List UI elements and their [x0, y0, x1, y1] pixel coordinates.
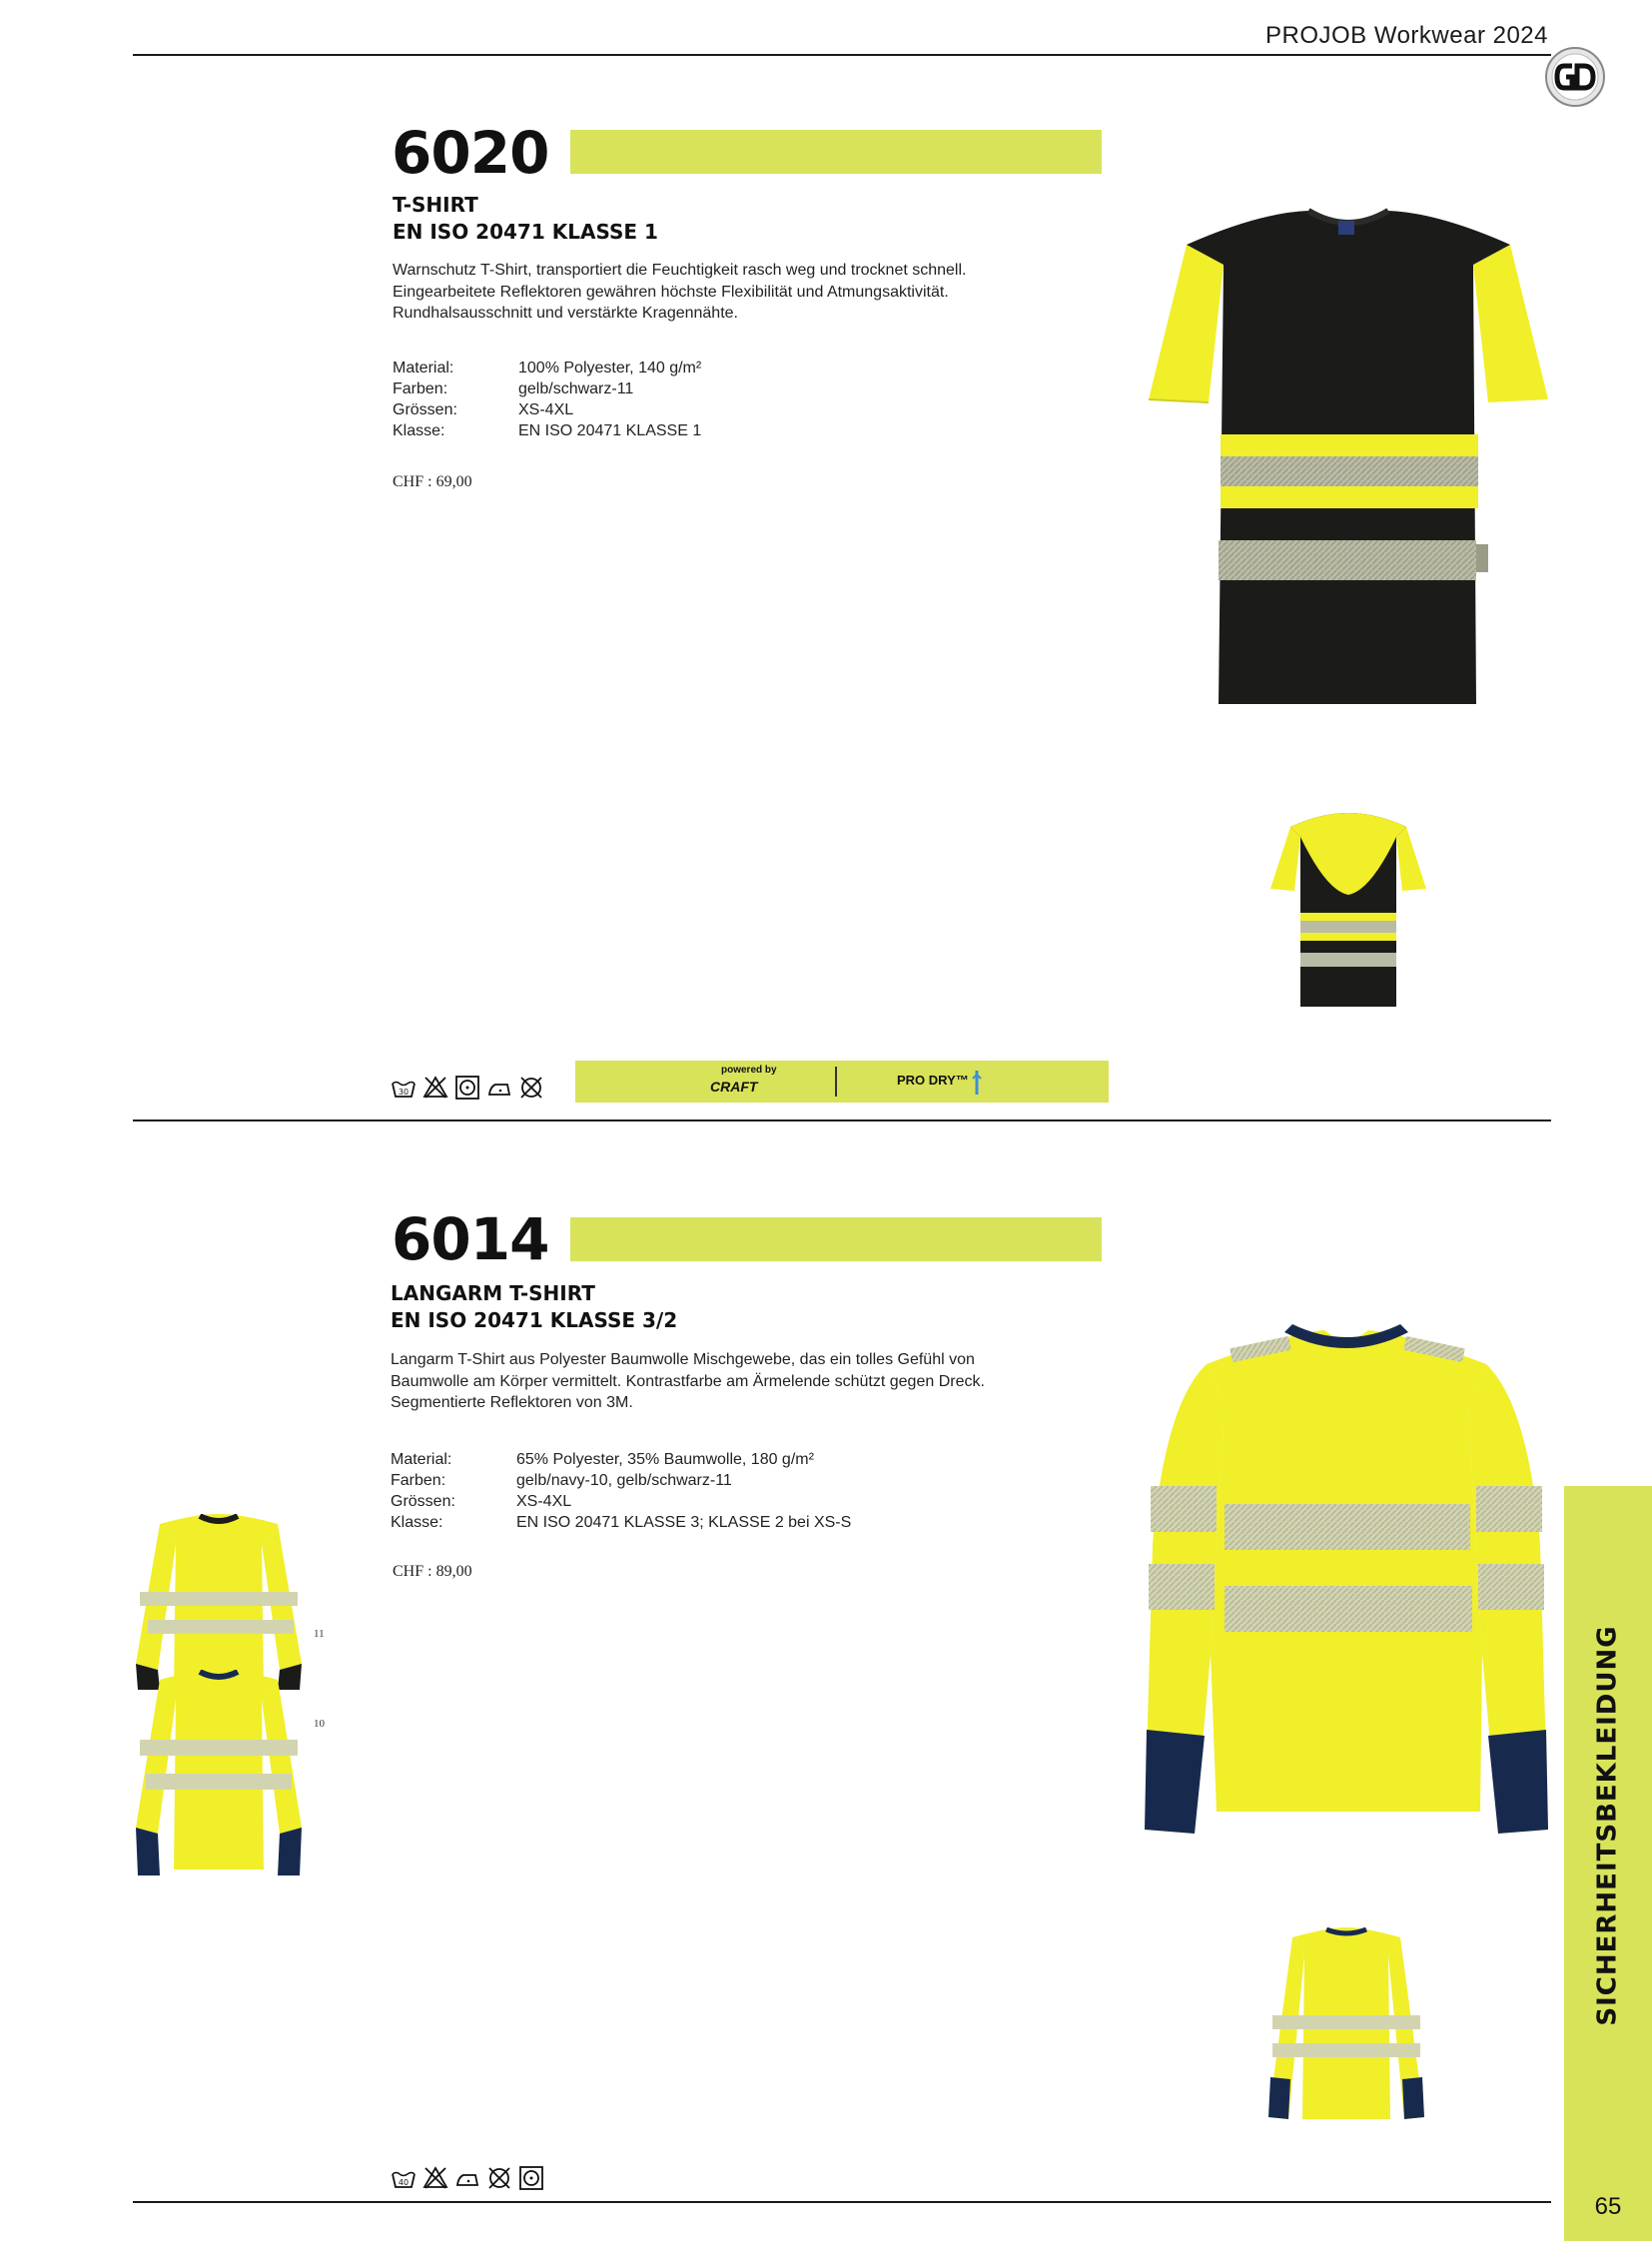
wash-40-icon	[391, 2165, 416, 2191]
variant-yellow-black-thumbnail	[136, 1514, 302, 1690]
iron-low-icon	[486, 1075, 512, 1101]
no-bleach-icon	[422, 1075, 448, 1101]
section-label-wrapper	[1564, 1486, 1652, 2165]
description-line: Eingearbeitete Reflektoren gewähren höchste Flexibilität und Atmungsaktivität.	[393, 283, 949, 301]
care-symbols	[391, 1075, 544, 1101]
title-line-2: EN ISO 20471 KLASSE 1	[393, 220, 658, 244]
tshirt-front-image	[1139, 205, 1558, 714]
variant-label: 11	[314, 1628, 325, 1640]
spec-key: Farben:	[393, 380, 448, 397]
longsleeve-back-thumbnail	[1268, 1927, 1424, 2119]
footer-rule	[133, 2201, 1551, 2203]
spec-row	[393, 378, 701, 399]
spec-value: gelb/navy-10, gelb/schwarz-11	[516, 1472, 732, 1489]
spec-value: 65% Polyester, 35% Baumwolle, 180 g/m²	[516, 1451, 814, 1468]
spec-value: 100% Polyester, 140 g/m²	[518, 360, 702, 376]
spec-table	[391, 1449, 851, 1533]
spec-row	[391, 1449, 851, 1470]
spec-row	[393, 399, 701, 420]
craft-logo: CRAFT	[710, 1079, 758, 1095]
product-code: 6020	[392, 119, 549, 187]
spec-value: EN ISO 20471 KLASSE 1	[518, 422, 702, 439]
description-line: Segmentierte Reflektoren von 3M.	[391, 1394, 633, 1411]
spec-row	[391, 1470, 851, 1491]
tshirt-back-thumbnail	[1270, 811, 1426, 1013]
wash-30-icon	[391, 1075, 416, 1101]
brand-title: PROJOB Workwear 2024	[1265, 22, 1548, 49]
spec-key: Material:	[391, 1451, 452, 1468]
prodry-logo: PRO DRY™	[897, 1073, 969, 1088]
product-price: CHF : 69,00	[393, 473, 472, 490]
no-dry-clean-icon	[518, 1075, 544, 1101]
title-line-1: T-SHIRT	[393, 193, 478, 217]
product-title	[393, 192, 658, 246]
tumble-dry-icon	[518, 2165, 544, 2191]
product-description	[393, 260, 1032, 325]
svg-text:30: 30	[398, 1088, 410, 1097]
spec-key: Grössen:	[391, 1493, 455, 1510]
header-rule	[133, 54, 1551, 56]
product-code: 6014	[392, 1205, 549, 1273]
no-dry-clean-icon	[486, 2165, 512, 2191]
variant-yellow-navy-thumbnail	[136, 1670, 302, 1877]
spec-row	[391, 1491, 851, 1512]
iron-low-icon	[454, 2165, 480, 2191]
spec-key: Material:	[393, 360, 454, 376]
product-price: CHF : 89,00	[393, 1563, 472, 1580]
description-line: Rundhalsausschnitt und verstärkte Kragennähte.	[393, 305, 738, 322]
svg-text:40: 40	[398, 2178, 410, 2187]
product-title	[391, 1280, 677, 1334]
code-accent-bar	[570, 130, 1102, 174]
spec-key: Klasse:	[393, 422, 445, 439]
spec-value: XS-4XL	[518, 401, 574, 418]
care-symbols	[391, 2165, 544, 2191]
product-description	[391, 1349, 1030, 1414]
spec-value: EN ISO 20471 KLASSE 3; KLASSE 2 bei XS-S	[516, 1514, 852, 1531]
technology-badge-bar	[575, 1061, 1109, 1103]
section-rule	[133, 1120, 1551, 1121]
spec-row	[393, 420, 701, 441]
description-line: Baumwolle am Körper vermittelt. Kontrastfarbe am Ärmelende schützt gegen Dreck.	[391, 1372, 985, 1390]
spec-row	[393, 358, 701, 378]
description-line: Warnschutz T-Shirt, transportiert die Feuchtigkeit rasch weg und trocknet schnell.	[393, 262, 967, 279]
code-accent-bar	[570, 1217, 1102, 1261]
prodry-drop-icon	[971, 1069, 983, 1097]
no-bleach-icon	[422, 2165, 448, 2191]
spec-value: gelb/schwarz-11	[518, 380, 634, 397]
spec-value: XS-4XL	[516, 1493, 572, 1510]
page-number: 65	[1594, 2193, 1622, 2220]
title-line-2: EN ISO 20471 KLASSE 3/2	[391, 1308, 678, 1332]
spec-key: Klasse:	[391, 1514, 443, 1531]
spec-row	[391, 1512, 851, 1533]
description-line: Langarm T-Shirt aus Polyester Baumwolle Mischgewebe, das ein tolles Gefühl von	[391, 1351, 975, 1368]
title-line-1: LANGARM T-SHIRT	[391, 1281, 595, 1305]
spec-key: Grössen:	[393, 401, 457, 418]
variant-label: 10	[314, 1718, 325, 1730]
powered-by-label: powered by	[721, 1065, 777, 1076]
gd-logo-icon	[1544, 46, 1606, 108]
spec-table	[393, 358, 701, 441]
longsleeve-front-image	[1145, 1324, 1548, 1842]
section-label: SICHERHEITSBEKLEIDUNG	[1593, 1625, 1624, 2026]
tumble-dry-icon	[454, 1075, 480, 1101]
spec-key: Farben:	[391, 1472, 446, 1489]
badge-divider	[835, 1067, 837, 1097]
